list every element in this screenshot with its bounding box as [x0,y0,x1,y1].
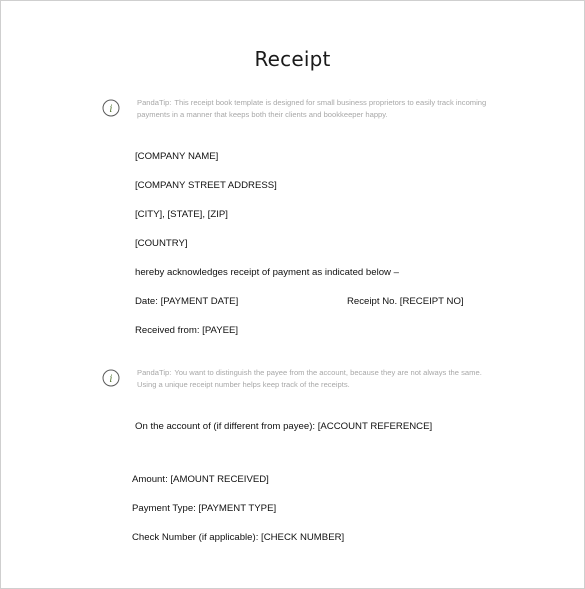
received-from: Received from: [PAYEE] [135,325,239,336]
svg-text:i: i [109,104,113,115]
company-name: [COMPANY NAME] [135,151,219,162]
tip-label: PandaTip: [137,98,172,107]
tip-text: This receipt book template is designed for small business proprietors to easily track incoming payments in a manner that keeps both their clients and bookkeeper happy. [137,98,487,119]
company-street-address: [COMPANY STREET ADDRESS] [135,180,277,191]
svg-text:i: i [109,374,113,385]
check-number: Check Number (if applicable): [CHECK NUMBER] [132,532,345,543]
page-title: Receipt [254,47,331,71]
info-icon [102,369,120,387]
city-state-zip: [CITY], [STATE], [ZIP] [135,209,228,220]
payment-type: Payment Type: [PAYMENT TYPE] [132,503,277,514]
tip-label: PandaTip: [137,368,172,377]
receipt-number: Receipt No. [RECEIPT NO] [347,296,464,307]
account-reference: On the account of (if different from payee): [ACCOUNT REFERENCE] [135,421,433,432]
info-icon [102,99,120,117]
country: [COUNTRY] [135,238,188,249]
payment-date: Date: [PAYMENT DATE] [135,296,239,307]
acknowledgement-text: hereby acknowledges receipt of payment as indicated below – [135,267,399,278]
amount-received: Amount: [AMOUNT RECEIVED] [132,474,269,485]
tip-text: You want to distinguish the payee from the account, because they are not always the same. Using a unique receipt number helps keep track of the receipts. [137,368,482,389]
